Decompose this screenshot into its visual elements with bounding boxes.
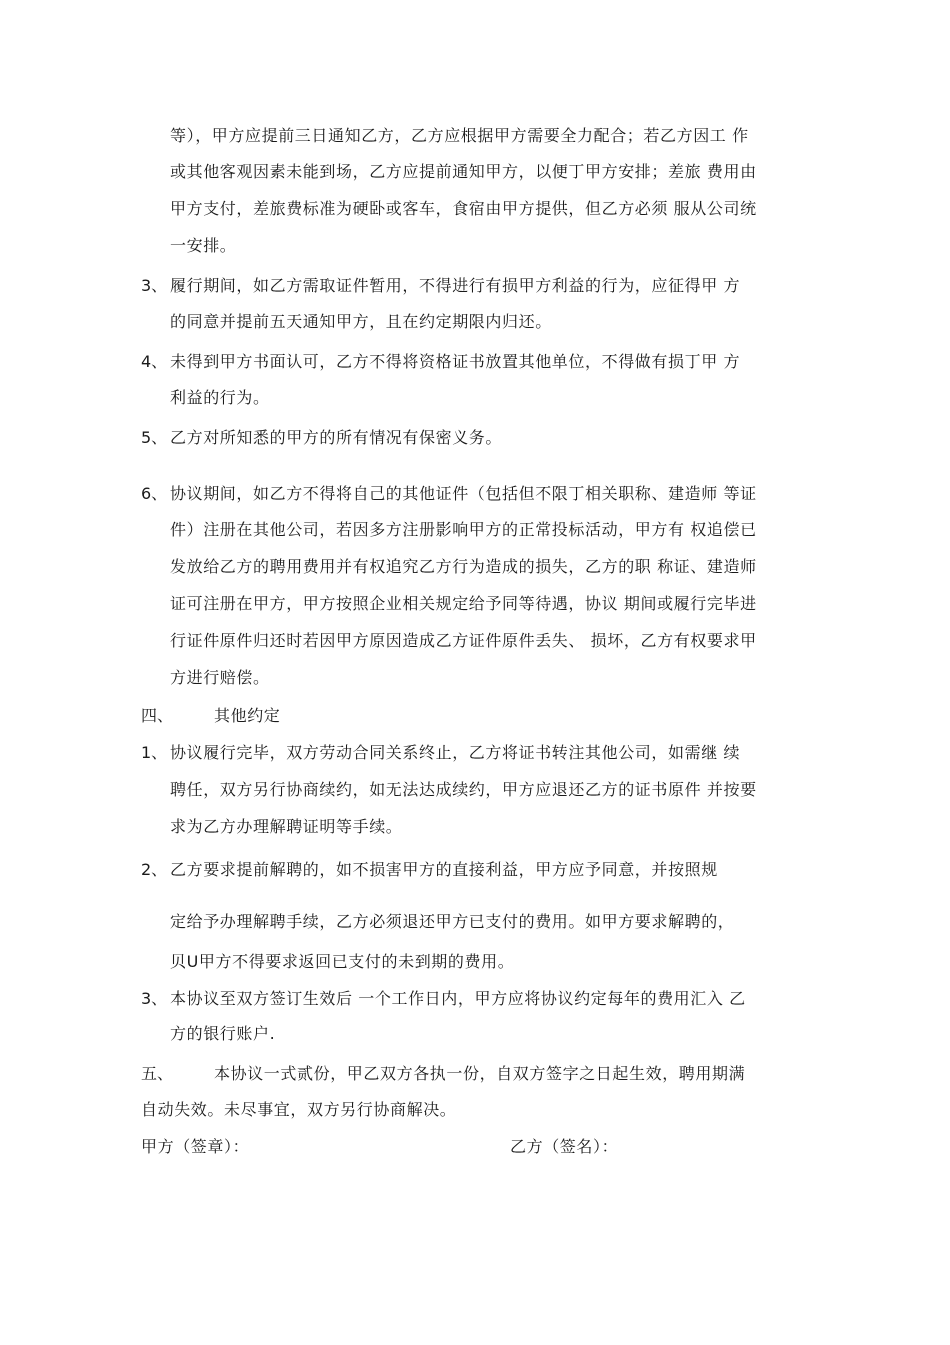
paragraph-line: 协议期间，如乙方不得将自己的其他证件（包括但不限丁相关职称、建造师 等证 [170,484,757,503]
item-number: 1、 [141,743,168,762]
party-a-signature-label: 甲方（签章）： [141,1137,250,1156]
item-number: 5、 [141,428,168,447]
paragraph-line: 发放给乙方的聘用费用并有权追究乙方行为造成的损失，乙方的职 称证、建造师 [170,557,757,576]
paragraph-line: 本协议至双方签订生效后 一个工作日内，甲方应将协议约定每年的费用汇入 乙 [170,989,746,1008]
paragraph-line: 等），甲方应提前三日通知乙方，乙方应根据甲方需要全力配合；若乙方因工 作 [170,126,749,145]
paragraph-line: 求为乙方办理解聘证明等手续。 [170,817,403,836]
item-number: 4、 [141,352,168,371]
item-number: 6、 [141,484,168,503]
paragraph-line: 履行期间，如乙方需取证件暂用，不得进行有损甲方利益的行为，应征得甲 方 [170,276,741,295]
paragraph-line: 协议履行完毕，双方劳动合同关系终止，乙方将证书转注其他公司，如需继 续 [170,743,741,762]
paragraph-line: 未得到甲方书面认可，乙方不得将资格证书放置其他单位，不得做有损丁甲 方 [170,352,741,371]
paragraph-line: 贝U甲方不得要求返回已支付的未到期的费用。 [170,952,515,971]
section-title: 其他约定 [214,706,281,725]
party-b-signature-label: 乙方（签名）： [510,1137,619,1156]
item-number: 3、 [141,276,168,295]
item-number: 3、 [141,989,168,1008]
paragraph-line: 证可注册在甲方，甲方按照企业相关规定给予同等待遇，协议 期间或履行完毕进 [170,594,757,613]
paragraph-line: 件）注册在其他公司，若因多方注册影响甲方的正常投标活动，甲方有 权追偿已 [170,520,757,539]
paragraph-line: 聘任，双方另行协商续约，如无法达成续约，甲方应退还乙方的证书原件 并按要 [170,780,757,799]
paragraph-line: 乙方要求提前解聘的，如不损害甲方的直接利益，甲方应予同意，并按照规 [170,860,718,879]
paragraph-line: 一安排。 [170,236,237,255]
paragraph-line: 利益的行为。 [170,388,270,407]
section-number: 五、 [141,1064,174,1083]
paragraph-line: 甲方支付，差旅费标准为硬卧或客车，食宿由甲方提供，但乙方必须 服从公司统 [170,199,757,218]
paragraph-line: 乙方对所知悉的甲方的所有情况有保密义务。 [170,428,503,447]
item-number: 2、 [141,860,168,879]
section-number: 四、 [141,706,174,725]
paragraph-line: 行证件原件归还时若因甲方原因造成乙方证件原件丢失、 损坏，乙方有权要求甲 [170,631,757,650]
paragraph-line: 或其他客观因素未能到场，乙方应提前通知甲方，以便丁甲方安排；差旅 费用由 [170,162,757,181]
paragraph-line: 方的银行账户. [170,1024,276,1043]
paragraph-line: 方进行赔偿。 [170,668,270,687]
paragraph-line: 自动失效。未尽事宜，双方另行协商解决。 [141,1100,457,1119]
paragraph-line: 本协议一式贰份，甲乙双方各执一份，自双方签字之日起生效，聘用期满 [214,1064,746,1083]
paragraph-line: 的同意并提前五天通知甲方，且在约定期限内归还。 [170,312,552,331]
paragraph-line: 定给予办理解聘手续，乙方必须退还甲方已支付的费用。如甲方要求解聘的， [170,912,735,931]
